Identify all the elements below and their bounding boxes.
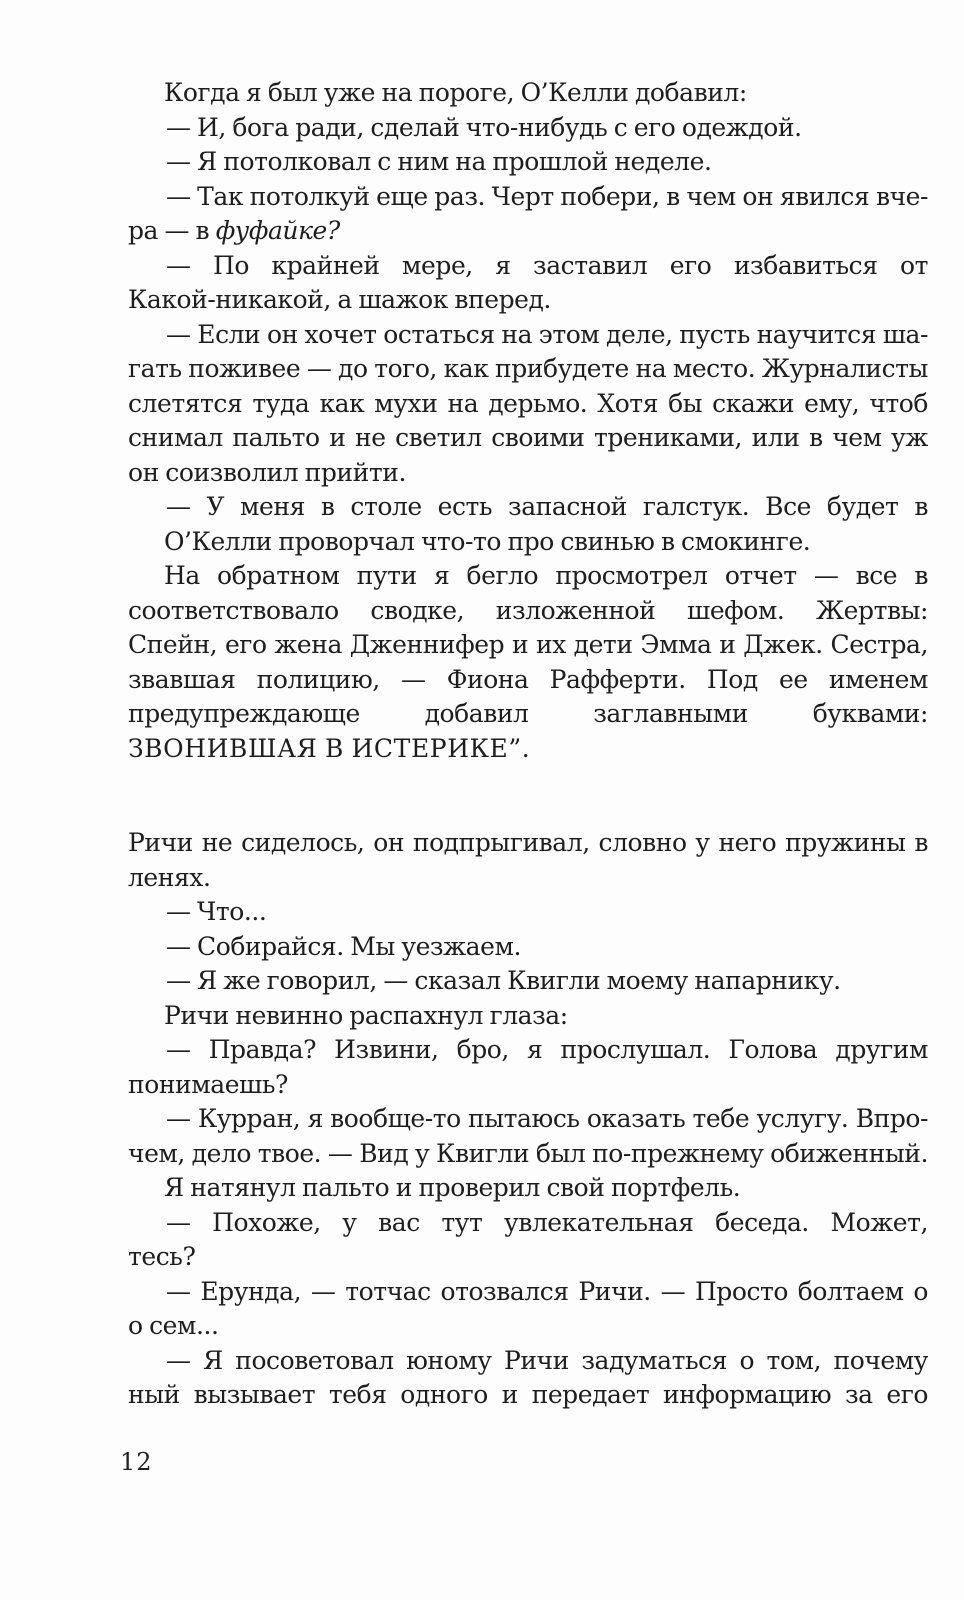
text-line: тесь?: [128, 1242, 196, 1271]
dialogue-line: — Я же говорил, — сказал Квигли моему напарнику.: [166, 966, 841, 995]
text-line: снимал пальто и не светил своими трениками, или в чем уж: [128, 423, 928, 452]
text-line: О’Келли проворчал что-то про свинью в смокинге.: [164, 526, 811, 556]
dialogue-line: — По крайней мере, я заставил его избавиться от: [166, 250, 928, 280]
dialogue-line: — У меня в столе есть запасной галстук. Все будет в: [166, 492, 928, 521]
text-section-1: [128, 76, 928, 766]
text-line: Ричи не сиделось, он подпрыгивал, словно у него пружины в: [128, 828, 928, 857]
text-line: Я натянул пальто и проверил свой портфель.: [164, 1173, 741, 1202]
dialogue-line: — Курран, я вообще-то пытаюсь оказать тебе услугу. Впро-: [166, 1104, 928, 1133]
dialogue-line: — Я посоветовал юному Ричи задуматься о том, почему: [166, 1345, 928, 1375]
italic-word: фуфайке?: [215, 216, 340, 245]
text-line: он соизволил прийти.: [128, 457, 406, 487]
dialogue-line: — Так потолкуй еще раз. Черт побери, в чем он явился вче-: [166, 181, 928, 211]
text-line: предупреждающе добавил заглавными буквами:: [128, 699, 928, 728]
dialogue-line: — И, бога ради, сделай что-нибудь с его одеждой.: [166, 112, 802, 142]
text-line: о сем...: [128, 1311, 219, 1340]
text-line: ленях.: [128, 862, 211, 892]
text-line: понимаешь?: [128, 1069, 288, 1099]
dialogue-line: — Ерунда, — тотчас отозвался Ричи. — Просто болтаем о: [166, 1276, 928, 1306]
text-line: Спейн, его жена Дженнифер и их дети Эмма и Джек. Сестра,: [128, 630, 928, 659]
text-line: гать поживее — до того, как прибудете на место. Журналисты: [128, 354, 928, 383]
dialogue-line: — Что...: [166, 897, 267, 926]
text-line: ЗВОНИВШАЯ В ИСТЕРИКЕ”.: [128, 733, 531, 763]
text-line: звавшая полицию, — Фиона Рафферти. Под ее именем: [128, 664, 928, 694]
dialogue-line: — Если он хочет остаться на этом деле, пусть научится ша-: [166, 319, 928, 349]
text-line: чем, дело твое. — Вид у Квигли был по-прежнему обиженный.: [128, 1138, 928, 1168]
text-line: Ричи невинно распахнул глаза:: [164, 1000, 568, 1030]
text-line: соответствовало сводке, изложенной шефом. Жертвы:: [128, 595, 928, 625]
text-fragment: ра — в: [128, 216, 216, 245]
dialogue-line: — Правда? Извини, бро, я прослушал. Голова другим: [166, 1035, 928, 1064]
dialogue-line: — Собирайся. Мы уезжаем.: [166, 931, 521, 961]
text-line: На обратном пути я бегло просмотрел отчет — все в: [164, 561, 928, 590]
dialogue-line: — Я потолковал с ним на прошлой неделе.: [166, 147, 712, 176]
page-number: 12: [120, 1448, 153, 1476]
text-line: ный вызывает тебя одного и передает информацию за его: [128, 1380, 928, 1409]
dialogue-line: — Похоже, у вас тут увлекательная беседа. Может,: [166, 1207, 928, 1237]
text-line: слетятся туда как мухи на дерьмо. Хотя бы скажи ему, чтоб: [128, 388, 928, 418]
text-section-2: [128, 826, 928, 1413]
text-line: [128, 214, 928, 249]
text-line: Какой-никакой, а шажок вперед.: [128, 285, 551, 314]
text-line: Когда я был уже на пороге, О’Келли добавил:: [164, 78, 747, 107]
